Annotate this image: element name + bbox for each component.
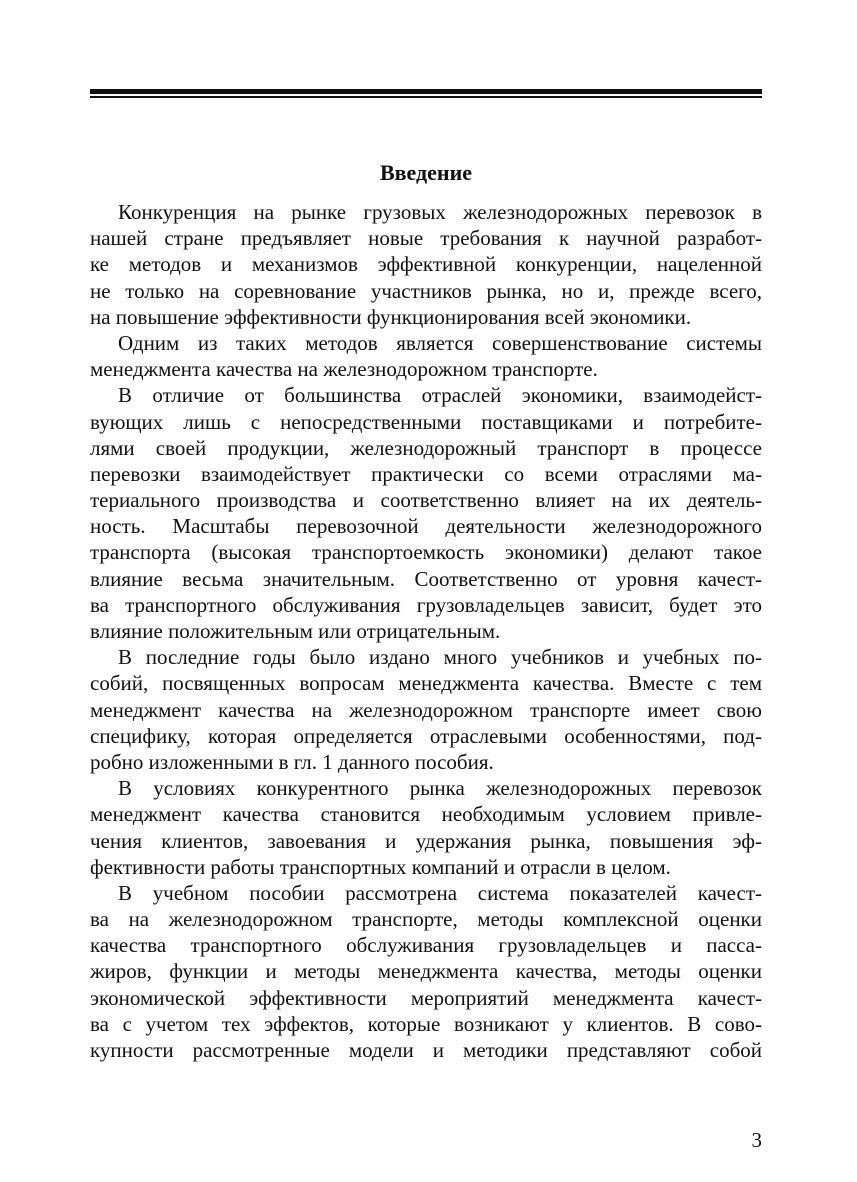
text-line: влияние положительным или отрицательным. [90, 619, 501, 643]
header-rule-thin [90, 96, 762, 98]
page-number: 3 [751, 1128, 762, 1152]
text-line: менеджмента качества на железнодорожном транспорте. [90, 357, 598, 382]
paragraph [90, 199, 762, 330]
text-line: робно изложенными в гл. 1 данного пособия. [90, 749, 494, 774]
text-line: териального производства и соответственно влияет на их деятель- [90, 488, 762, 513]
text-line: качества транспортного обслуживания грузовладельцев и пасса- [90, 933, 762, 958]
text-line: специфику, которая определяется отраслевыми особенностями, под- [90, 723, 762, 748]
text-line: не только на соревнование участников рынка, но и, прежде всего, [90, 278, 762, 303]
text-line: собий, посвященных вопросам менеджмента качества. Вместе с тем [90, 671, 762, 696]
text-line: ность. Масштабы перевозочной деятельности железнодорожного [90, 514, 762, 539]
text-line: транспорта (высокая транспортоемкость экономики) делают такое [90, 540, 762, 565]
section-title: Введение [379, 160, 473, 185]
text-line: В условиях конкурентного рынка железнодорожных перевозок [118, 776, 762, 801]
text-line: В последние годы было издано много учебников и учебных по- [118, 645, 762, 670]
header-rule-thick [90, 89, 762, 94]
text-line: ва транспортного обслуживания грузовладельцев зависит, будет это [90, 592, 762, 617]
paragraph [90, 330, 762, 382]
text-line: ва на железнодорожном транспорте, методы комплексной оценки [90, 907, 762, 932]
text-line: жиров, функции и методы менеджмента качества, методы оценки [90, 959, 762, 984]
paragraph [90, 775, 762, 880]
text-line: нашей стране предъявляет новые требования к научной разработ- [90, 226, 762, 251]
text-line: В учебном пособии рассмотрена система показателей качест- [118, 880, 762, 905]
text-line: лями своей продукции, железнодорожный транспорт в процессе [90, 435, 762, 460]
text-line: В отличие от большинства отраслей экономики, взаимодейст- [118, 383, 762, 408]
text-line: менеджмент качества на железнодорожном транспорте имеет свою [90, 697, 762, 722]
text-line: менеджмент качества становится необходимым условием привле- [90, 802, 762, 827]
text-line: экономической эффективности мероприятий менеджмента качест- [90, 985, 762, 1010]
body-text [90, 199, 762, 1063]
text-line: Конкуренция на рынке грузовых железнодорожных перевозок в [118, 200, 762, 224]
text-line: чения клиентов, завоевания и удержания рынка, повышения эф- [90, 828, 762, 853]
text-line: ва с учетом тех эффектов, которые возникают у клиентов. В сово- [90, 1011, 762, 1036]
text-line: ке методов и механизмов эффективной конкуренции, нацеленной [90, 252, 762, 277]
text-line: Одним из таких методов является совершенствование системы [118, 330, 762, 355]
paragraph [90, 644, 762, 775]
text-line: влияние весьма значительным. Соответственно от уровня качест- [90, 566, 762, 591]
paragraph [90, 382, 762, 644]
text-line: вующих лишь с непосредственными поставщиками и потребите- [90, 409, 762, 434]
text-line: на повышение эффективности функционирования всей экономики. [90, 304, 692, 329]
text-line: купности рассмотренные модели и методики представляют собой [90, 1038, 762, 1062]
paragraph [90, 880, 762, 1063]
text-line: перевозки взаимодействует практически со всеми отраслями ма- [90, 461, 762, 486]
text-line: фективности работы транспортных компаний и отрасли в целом. [90, 854, 671, 879]
